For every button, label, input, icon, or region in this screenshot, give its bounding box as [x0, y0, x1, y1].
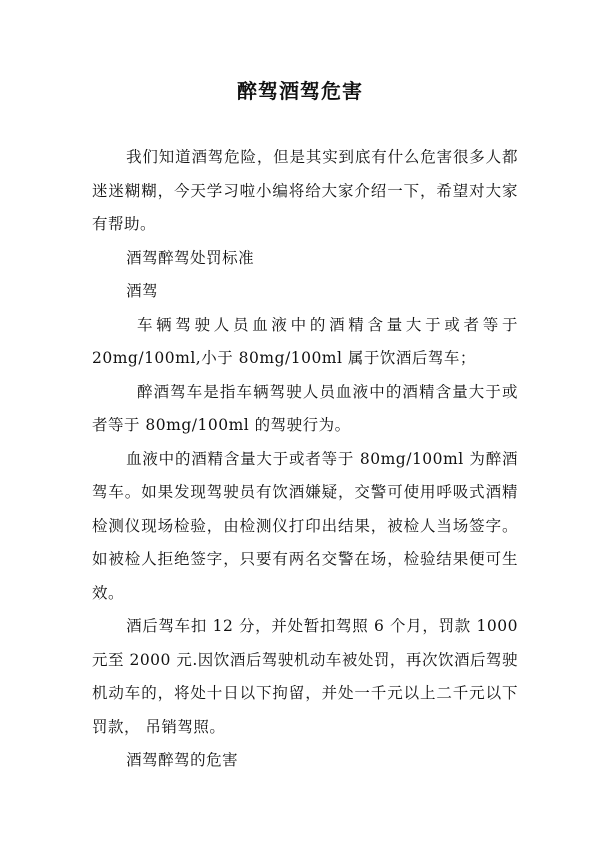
paragraph-drunk-driving-definition: 醉酒驾车是指车辆驾驶人员血液中的酒精含量大于或者等于 80mg/100ml 的驾驶行为。 [92, 382, 518, 434]
document-title: 醉驾酒驾危害 [237, 79, 363, 103]
section-heading-penalty-standards: 酒驾醉驾处罚标准 [126, 248, 255, 267]
paragraph-drink-driving-definition: 车辆驾驶人员血液中的酒精含量大于或者等于20mg/100ml,小于 80mg/100ml 属于饮酒后驾车； [92, 315, 518, 367]
intro-paragraph: 我们知道酒驾危险，但是其实到底有什么危害很多人都迷迷糊糊，今天学习啦小编将给大家介绍一下，希望对大家有帮助。 [92, 148, 518, 233]
paragraph-penalties: 酒后驾车扣 12 分，并处暂扣驾照 6 个月，罚款 1000元至 2000 元.因饮酒后驾驶机动车被处罚，再次饮酒后驾驶机动车的，将处十日以下拘留，并处一千元以上二千元以下罚款， 吊销驾照。 [92, 617, 518, 736]
section-heading-hazards: 酒驾醉驾的危害 [126, 751, 239, 769]
paragraph-alcohol-test: 血液中的酒精含量大于或者等于 80mg/100ml 为醉酒驾车。如果发现驾驶员有饮酒嫌疑，交警可使用呼吸式酒精检测仪现场检验，由检测仪打印出结果，被检人当场签字。如被检人拒绝签字，只要有两名交警在场，检验结果便可生效。 [92, 449, 518, 602]
document-body [92, 141, 518, 778]
subheading-drunk-driving: 酒驾 [126, 282, 159, 300]
